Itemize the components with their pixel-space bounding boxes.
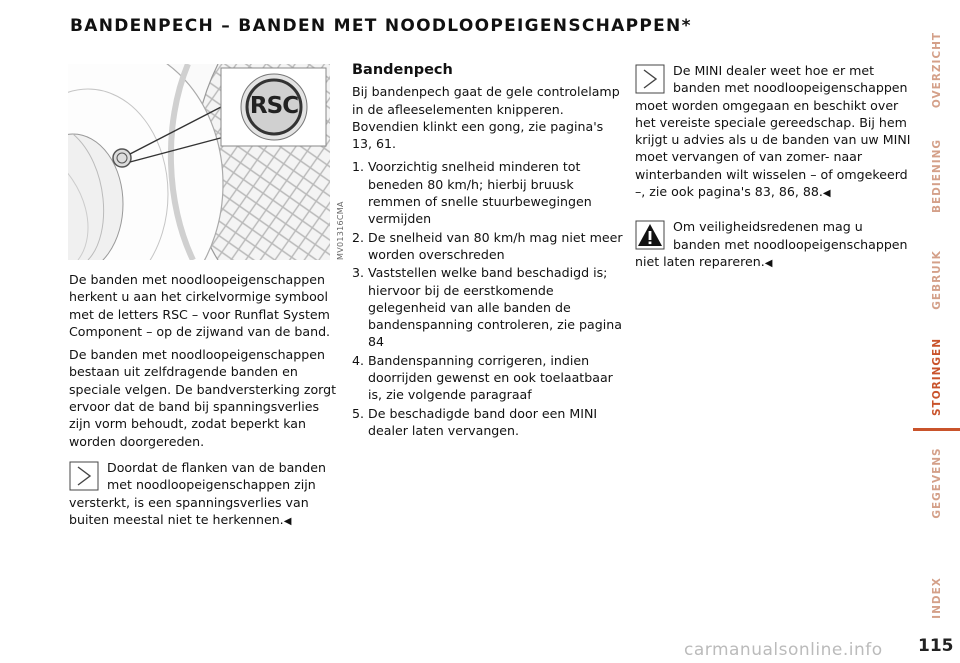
warning-no-repair	[635, 218, 911, 272]
steps-list	[352, 158, 626, 439]
step-number: 1.	[352, 159, 365, 175]
tire-illustration	[68, 64, 330, 260]
column-1	[69, 271, 341, 530]
warning-text: Om veiligheidsredenen mag u banden met noodloopeigenschappen niet laten repareren.	[635, 219, 908, 269]
tab-storingen[interactable]	[920, 327, 954, 427]
tab-bediening[interactable]	[920, 126, 954, 226]
step-item	[352, 229, 626, 264]
watermark: carmanualsonline.info	[684, 640, 883, 660]
step-text: Vaststellen welke band beschadigd is; hiervoor bij de eerstkomende gelegenheid van alle banden de bandenspanning controleren, zie pagina 84	[368, 265, 622, 350]
page-title: BANDENPECH – BANDEN MET NOODLOOPEIGENSCHAPPEN*	[70, 16, 692, 36]
tab-label: INDEX	[931, 577, 943, 619]
step-item	[352, 352, 626, 404]
tab-gebruik[interactable]	[920, 230, 954, 330]
end-marker: ◀	[822, 188, 831, 200]
end-marker: ◀	[764, 257, 773, 269]
step-number: 5.	[352, 405, 365, 421]
tab-label: OVERZICHT	[931, 31, 943, 109]
tab-label: STORINGEN	[931, 337, 943, 417]
intro-paragraph: Bij bandenpech gaat de gele controlelamp in de afleeselementen knipperen. Bovendien klinkt een gong, zie pagina's 13, 61.	[352, 84, 620, 152]
step-text: De snelheid van 80 km/h mag niet meer worden overschreden	[368, 229, 623, 262]
step-text: Bandenspanning corrigeren, indien doorrijden gewenst en ook toelaatbaar is, zie volgende paragraaf	[368, 352, 613, 403]
rsc-small-emblem	[113, 149, 131, 167]
tab-index[interactable]	[920, 548, 954, 648]
column-3	[635, 62, 911, 272]
step-number: 3.	[352, 265, 365, 281]
paragraph-rsc-symbol: De banden met noodloopeigenschappen herkent u aan het cirkelvormige symbool met de letters RSC – voor Runflat System Component – op de zijwand van de band.	[69, 272, 331, 339]
page-number: 115	[918, 636, 954, 656]
figure-code	[334, 190, 348, 260]
step-number: 2.	[352, 229, 365, 245]
step-item	[352, 264, 626, 350]
tab-gegevens[interactable]	[920, 433, 954, 533]
end-marker: ◀	[283, 515, 292, 527]
tab-label: GEGEVENS	[931, 447, 943, 519]
note-text: De MINI dealer weet hoe er met banden met noodloopeigenschappen moet worden omgegaan en beschikt over het vereiste speciale gereedschap. Bij hem krijgt u advies als u de banden van uw MINI moet vervangen of van zomer- naar winterbanden wilt wisselen – of omgekeerd –, zie ook pagina's 83, 86, 88.	[635, 63, 911, 200]
column-2	[352, 62, 626, 440]
side-navigation	[913, 0, 960, 663]
note-pressure-loss	[69, 459, 341, 530]
warning-triangle-icon	[635, 220, 665, 250]
paragraph-runflat-construction: De banden met noodloopeigenschappen bestaan uit zelfdragende banden en speciale velgen. De bandversterking zorgt ervoor dat de band bij spanningsverlies zijn vorm behoudt, zodat beperkt kan worden doorgereden.	[69, 347, 337, 449]
step-text: De beschadigde band door een MINI dealer laten vervangen.	[368, 405, 598, 438]
figure-code-text: MV01316CMA	[336, 201, 345, 260]
tab-label: GEBRUIK	[931, 250, 943, 310]
step-item	[352, 158, 626, 227]
step-number: 4.	[352, 352, 365, 368]
note-text: Doordat de flanken van de banden met noodloopeigenschappen zijn versterkt, is een spanningsverlies van buiten meestal niet te herkennen.	[69, 459, 326, 527]
tab-overzicht[interactable]	[920, 20, 954, 120]
section-heading: Bandenpech	[352, 62, 453, 78]
step-item	[352, 405, 626, 440]
rsc-badge-label: RSC	[249, 93, 299, 119]
note-arrow-icon	[69, 461, 99, 491]
tab-label: BEDIENING	[931, 138, 943, 214]
note-mini-dealer	[635, 62, 911, 202]
step-text: Voorzichtig snelheid minderen tot beneden 80 km/h; hierbij bruusk remmen of snelle stuurbewegingen vermijden	[368, 159, 592, 227]
note-arrow-icon	[635, 64, 665, 94]
